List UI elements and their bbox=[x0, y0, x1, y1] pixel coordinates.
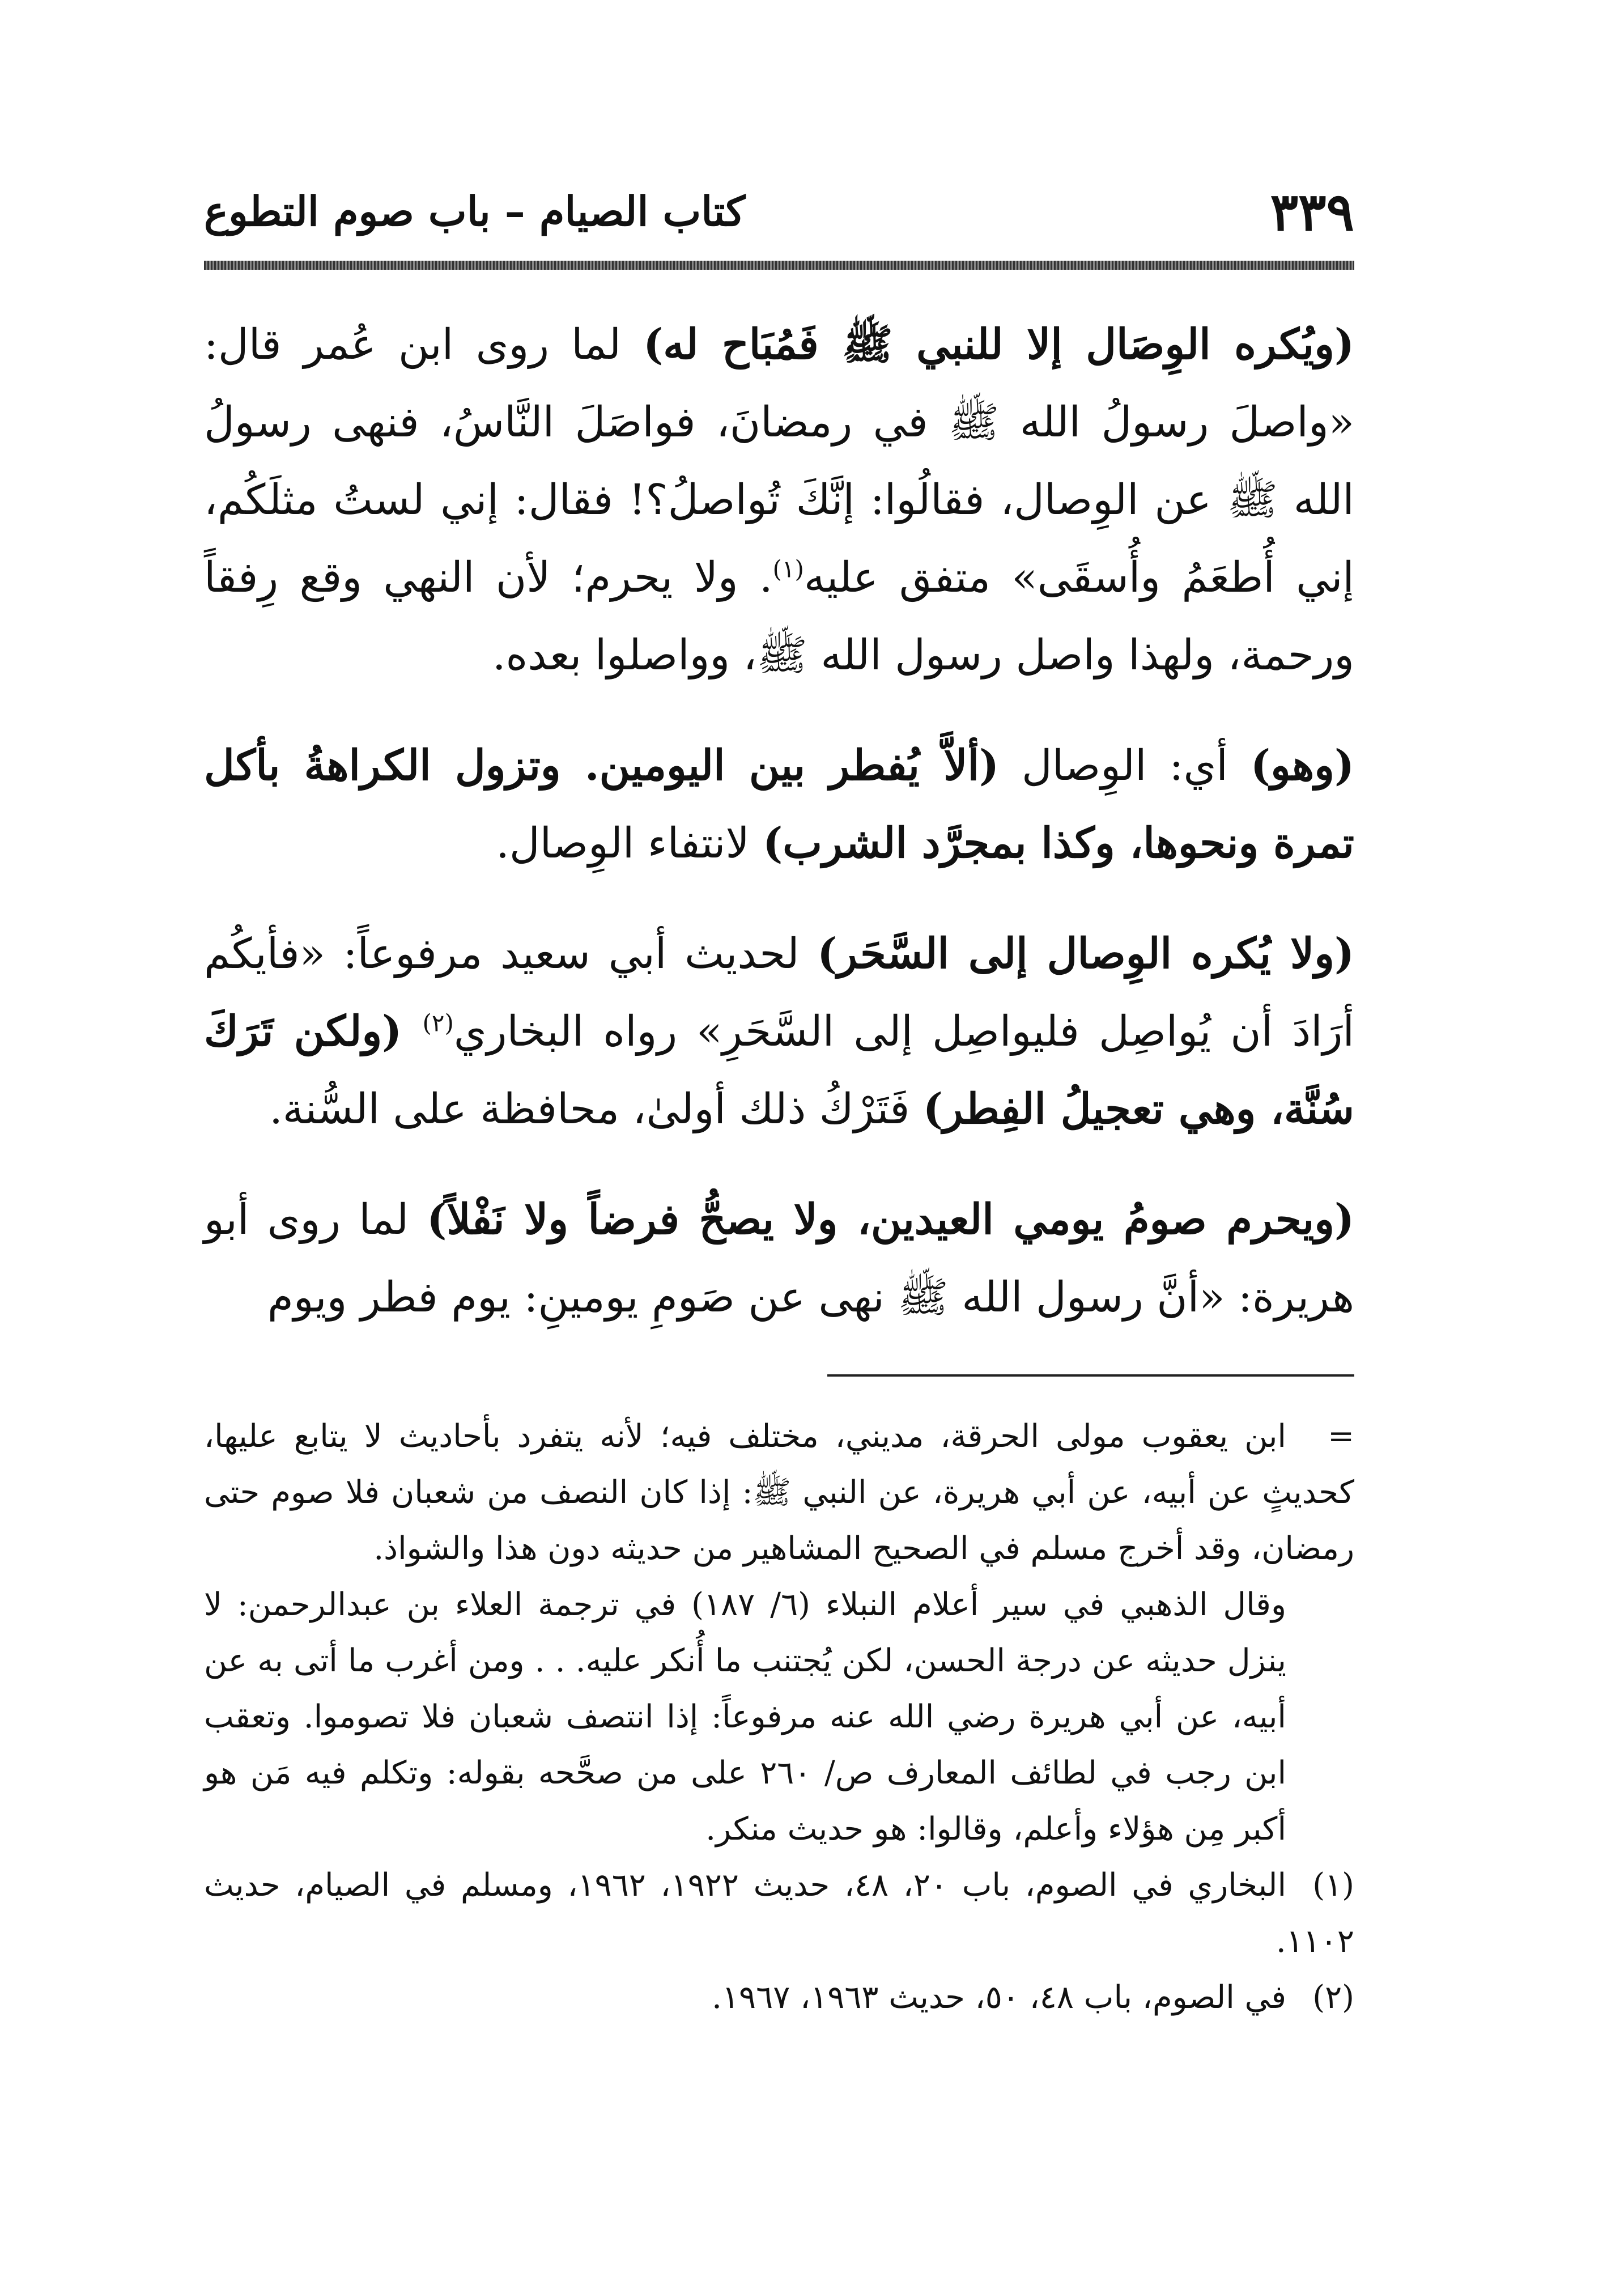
sharh-text: . ولا يحرم؛ لأن النهي وقع رِفقاً ورحمة، ولهذا واصل رسول الله ﷺ، وواصلوا بعده. bbox=[204, 553, 1354, 680]
footnote-text: في الصوم، باب ٤٨، ٥٠، حديث ١٩٦٣، ١٩٦٧. bbox=[712, 1979, 1286, 2016]
paragraph-wisal-sahar bbox=[204, 915, 1354, 1148]
matn-text: (ويحرم صومُ يومي العيدين، ولا يصحُّ فرضاً ولا نَفْلاً) bbox=[427, 1195, 1354, 1244]
matn-text: (ألاَّ يُفطر بين اليومين. وتزول الكراهةُ بأكل تمرة ونحوها، وكذا بمجرَّد الشرب) bbox=[204, 741, 1354, 868]
footnote-1 bbox=[204, 1857, 1354, 1969]
continuation-mark: = bbox=[1328, 1418, 1354, 1455]
matn-text: (ولكن تَرَكَ سُنَّة، وهي تعجيلُ الفِطر) bbox=[204, 1007, 1354, 1133]
page-header bbox=[204, 170, 1354, 261]
sharh-text: أي: الوِصال bbox=[999, 741, 1251, 790]
running-title: كتاب الصيام – باب صوم التطوع bbox=[204, 187, 746, 235]
footnote-ref-1: (١) bbox=[772, 555, 804, 583]
footnotes bbox=[204, 1408, 1354, 2026]
footnote-continuation-2 bbox=[204, 1577, 1354, 1857]
sharh-text: فَتَرْكُ ذلك أولىٰ، محافظة على السُّنة. bbox=[269, 1085, 923, 1133]
paragraph-wisal bbox=[204, 306, 1354, 694]
book-page bbox=[204, 170, 1354, 2210]
footnote-separator bbox=[827, 1374, 1354, 1377]
matn-text: (وهو) bbox=[1250, 741, 1354, 790]
page-number: ٣٣٩ bbox=[1270, 181, 1354, 243]
footnote-text: ابن يعقوب مولى الحرقة، مديني، مختلف فيه؛ لأنه يتفرد بأحاديث لا يتابع عليها، كحديثٍ عن أبيه، عن أبي هريرة، عن النبي ﷺ: إذا كان النصف من شعبان فلا صوم حتى رمضان، وقد أخرج مسلم في الصحيح المشاهير من حديثه دون هذا والشواذ. bbox=[204, 1418, 1354, 1567]
footnote-2 bbox=[204, 1969, 1354, 2026]
sharh-text: لانتفاء الوِصال. bbox=[496, 819, 763, 868]
sharh-text: لحديث أبي سعيد مرفوعاً: «فأيكُم أرَادَ أن يُواصِل فليواصِل إلى السَّحَرِ» رواه البخاري bbox=[204, 929, 1355, 1056]
main-text bbox=[204, 306, 1354, 1369]
footnote-continuation bbox=[204, 1408, 1354, 1577]
sharh-text: لما روى أبو هريرة: «أنَّ رسول الله ﷺ نهى عن صَومِ يومينِ: يوم فطر ويوم bbox=[204, 1195, 1354, 1322]
footnote-text: وقال الذهبي في سير أعلام النبلاء (٦/ ١٨٧) في ترجمة العلاء بن عبدالرحمن: لا ينزل حديثه عن درجة الحسن، لكن يُجتنب ما أُنكر عليه. . . ومن أغرب ما أتى به عن أبيه، عن أبي هريرة رضي الله عنه مرفوعاً: إذا انتصف شعبان فلا تصوموا. وتعقب ابن رجب في لطائف المعارف ص/ ٢٦٠ على من صحَّحه بقوله: وتكلم فيه مَن هو أكبر مِن هؤلاء وأعلم، وقالوا: هو حديث منكر. bbox=[204, 1586, 1287, 1848]
footnote-text: البخاري في الصوم، باب ٢٠، ٤٨، حديث ١٩٢٢، ١٩٦٢، ومسلم في الصيام، حديث ١١٠٢. bbox=[204, 1867, 1354, 1960]
sharh-text: لما روى ابن عُمر قال: «واصلَ رسولُ الله ﷺ في رمضانَ، فواصَلَ النَّاسُ، فنهى رسولُ الله ﷺ عن الوِصال، فقالُوا: إنَّكَ تُواصلُ؟! فقال: إني لستُ مثلَكُم، إني أُطعَمُ وأُسقَى» متفق عليه bbox=[204, 320, 1354, 602]
matn-text: (ولا يُكره الوِصال إلى السَّحَر) bbox=[817, 929, 1354, 978]
matn-text: (ويُكره الوِصَال إلا للنبي ﷺ فَمُبَاح له) bbox=[643, 320, 1354, 369]
paragraph-eid-fasting bbox=[204, 1181, 1354, 1336]
footnote-number: (١) bbox=[1312, 1867, 1355, 1904]
paragraph-wisal-definition bbox=[204, 727, 1354, 882]
footnote-ref-2: (٢) bbox=[422, 1009, 454, 1037]
footnote-number: (٢) bbox=[1312, 1979, 1354, 2016]
header-rule bbox=[204, 261, 1354, 270]
